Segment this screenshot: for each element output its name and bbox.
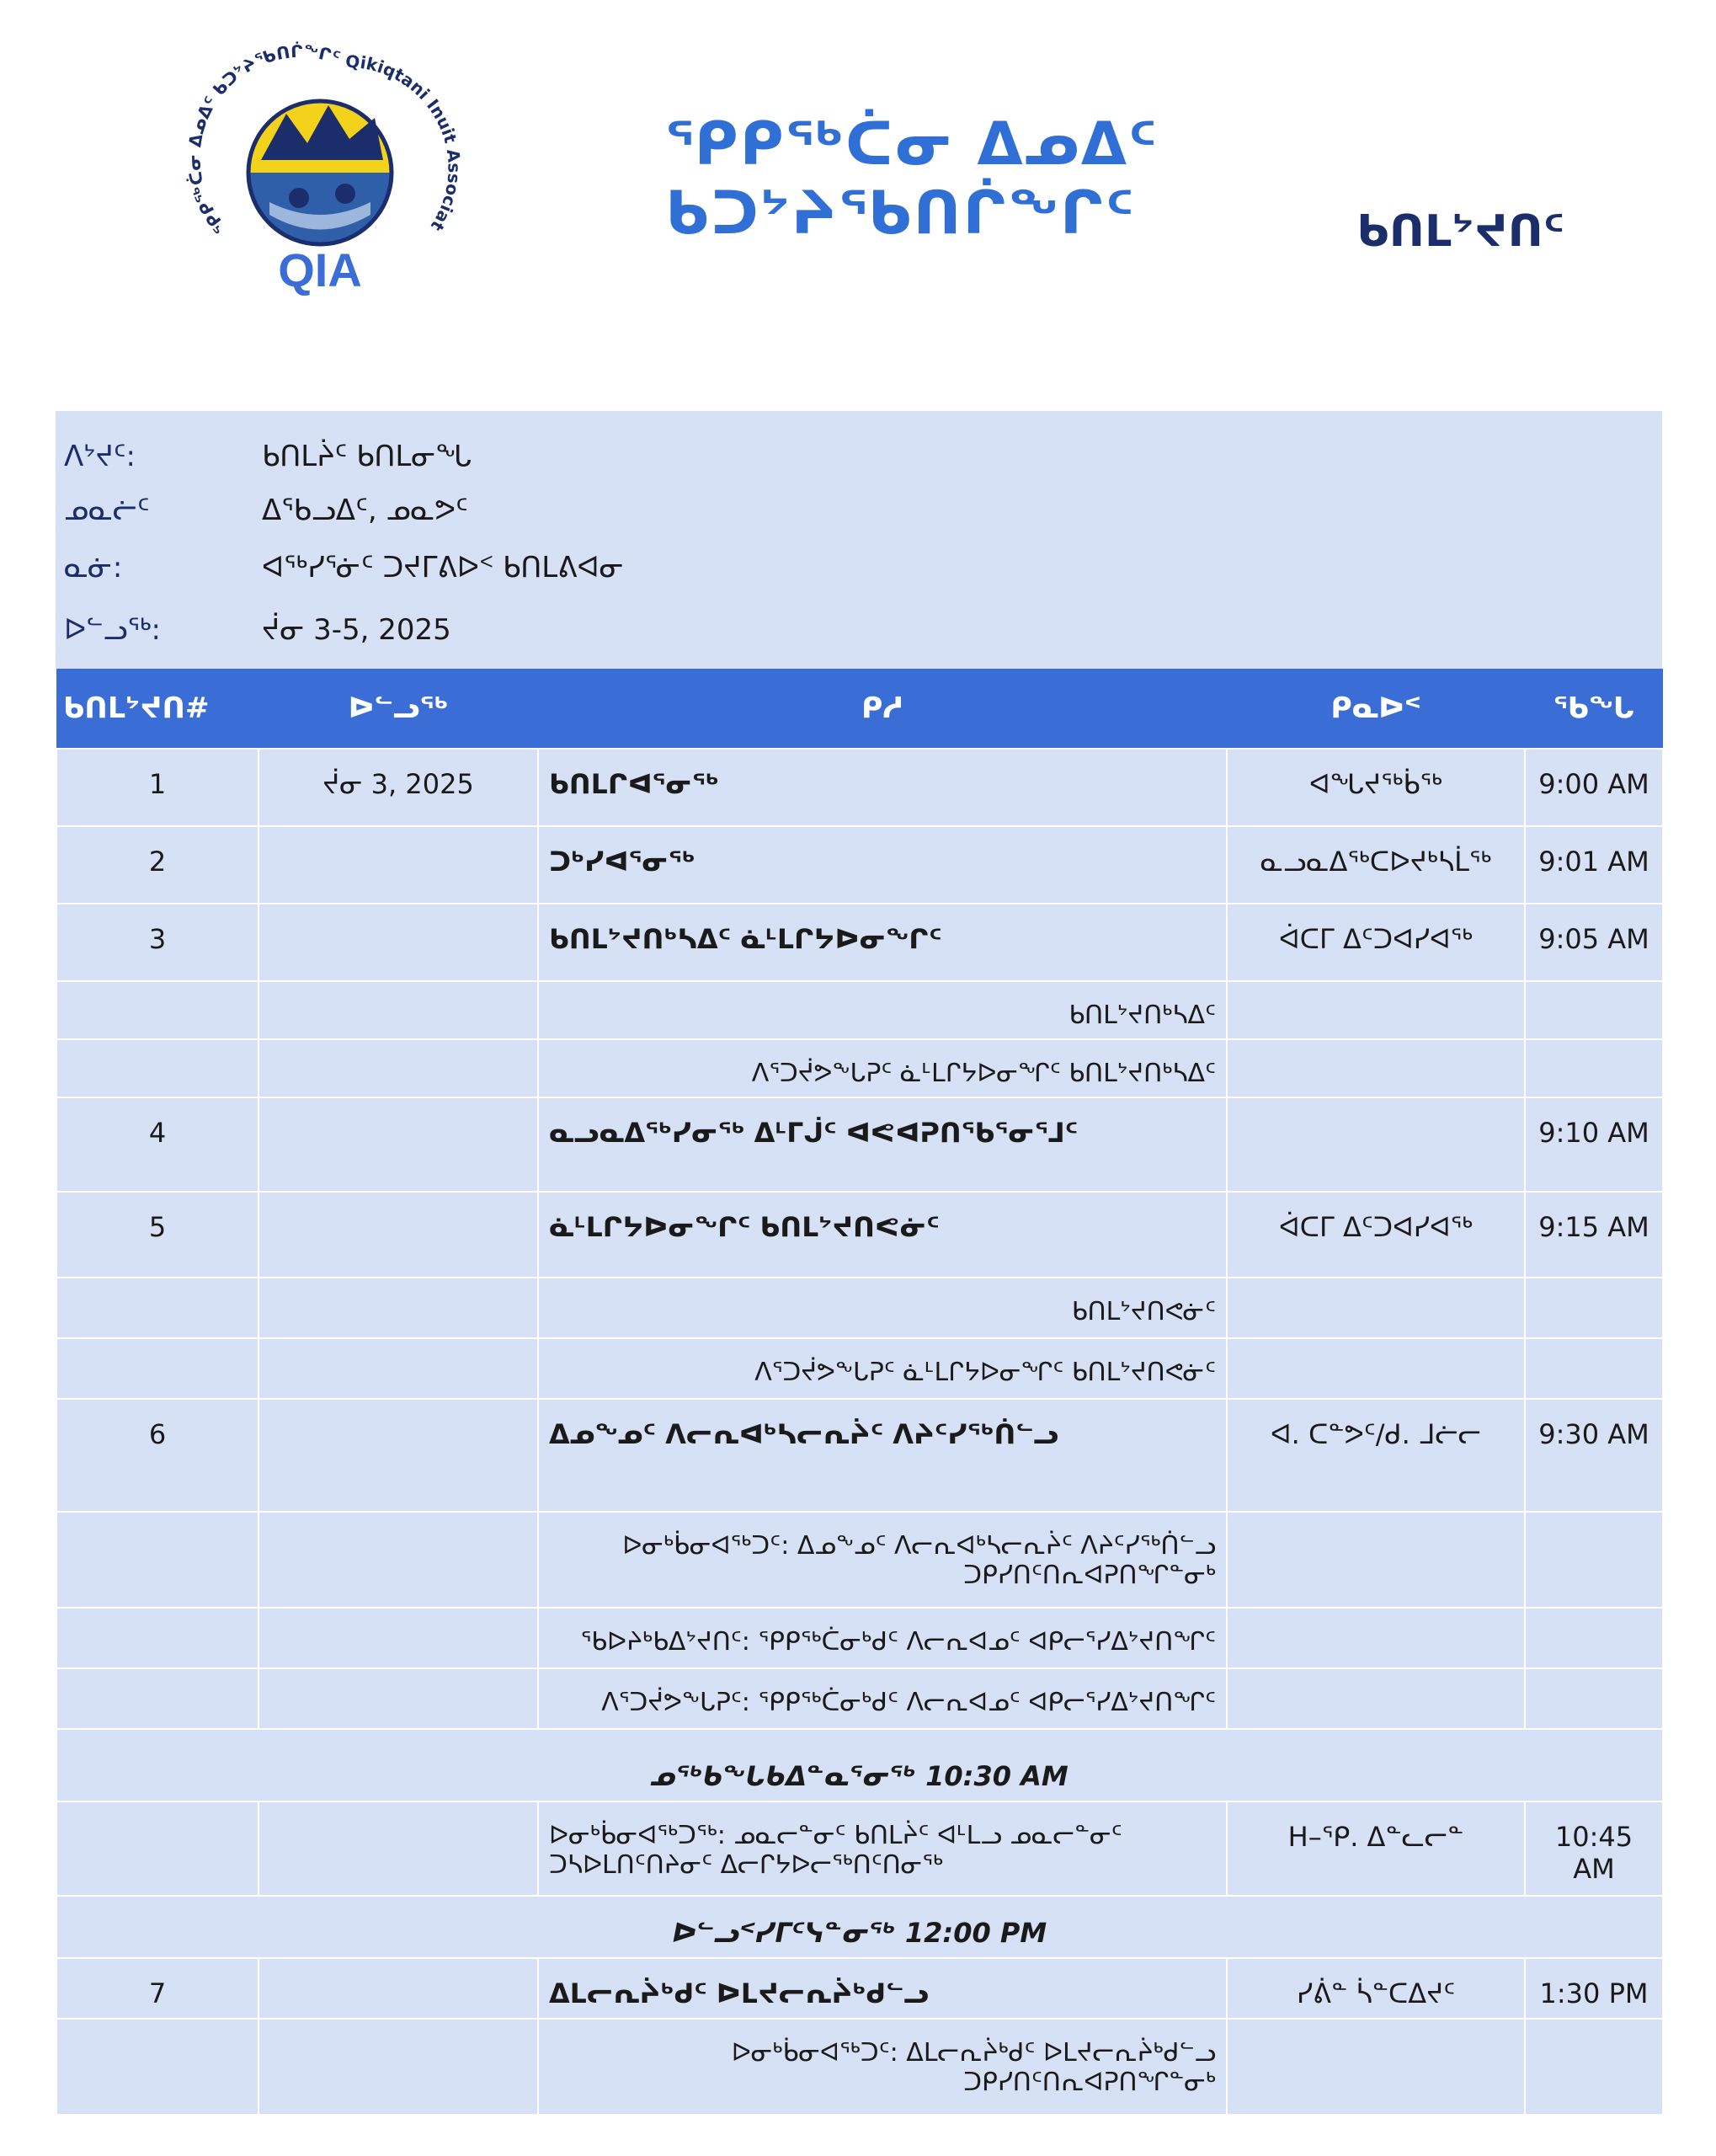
column-header-time: ᖃᖓ xyxy=(1525,669,1663,749)
info-key: ᐱᔾᔪᑦ: xyxy=(64,440,136,473)
table-row xyxy=(56,904,1663,981)
date-cell xyxy=(258,1278,538,1338)
break-label: ᓄᖅᑲᖓᑲᐃᓐᓇᕐᓂᖅ 10:30 AM xyxy=(56,1729,1663,1801)
date-cell xyxy=(258,1801,538,1896)
presenter-cell xyxy=(1227,2019,1525,2115)
date-cell xyxy=(258,1958,538,2019)
item-number-cell xyxy=(56,1338,258,1399)
org-title: ᕿᑭᖅᑖᓂ ᐃᓄᐃᑦ ᑲᑐᔾᔨᖃᑎᒌᖕᒋᑦ xyxy=(665,109,1159,248)
table-row xyxy=(56,826,1663,904)
presenter-cell xyxy=(1227,1512,1525,1608)
document-type: ᑲᑎᒪᔾᔪᑎᑦ xyxy=(1356,206,1564,257)
time-cell xyxy=(1525,1668,1663,1729)
info-value: ᐃᖃᓗᐃᑦ, ᓄᓇᕗᑦ xyxy=(262,494,468,527)
topic-cell: ᐅᓂᒃᑳᓂᐊᖅᑐᖅ: ᓄᓇᓕᓐᓂᑦ ᑲᑎᒪᔩᑦ ᐊᒻᒪᓗ ᓄᓇᓕᓐᓂᑦ ᑐᓴᐅᒪᑎᑦᑎᔨᓂᑦ ᐃᓕᒋᔭᐅᓕᖅᑎᑦᑎᓂᖅ xyxy=(538,1801,1227,1896)
table-row xyxy=(56,1192,1663,1278)
time-cell xyxy=(1525,1039,1663,1097)
table-row xyxy=(56,2019,1663,2115)
presenter-cell: ᐊᖓᔪᖅᑳᖅ xyxy=(1227,749,1525,826)
table-row xyxy=(56,1608,1663,1668)
topic-cell: ᐱᕐᑐᔫᕗᖕᒐᕈᑦ ᓈᒻᒪᒋᔭᐅᓂᖏᑦ ᑲᑎᒪᔾᔪᑎᒃᓴᐃᑦ xyxy=(538,1039,1227,1097)
date-cell xyxy=(258,1399,538,1512)
presenter-cell xyxy=(1227,1608,1525,1668)
date-cell xyxy=(258,1608,538,1668)
time-cell: 9:10 AM xyxy=(1525,1097,1663,1192)
column-header-presenter: ᑭᓇᐅᑉ xyxy=(1227,669,1525,749)
presenter-cell: ᐊ. ᑕᓐᕗᑦ/ᑯ. ᒧᓖᓕ xyxy=(1227,1399,1525,1512)
time-cell: 9:00 AM xyxy=(1525,749,1663,826)
break-label: ᐅᓪᓗᑉᓯᒥᑦᓭᓐᓂᖅ 12:00 PM xyxy=(56,1896,1663,1958)
topic-cell: ᖃᐅᔨᒃᑲᐃᔾᔪᑎᑦ: ᕿᑭᖅᑖᓂᒃᑯᑦ ᐱᓕᕆᐊᓄᑦ ᐊᑭᓕᕐᓯᐃᔾᔪᑎᖏᑦ xyxy=(538,1608,1227,1668)
presenter-cell xyxy=(1227,981,1525,1039)
table-row xyxy=(56,749,1663,826)
info-key: ᓇᓃ: xyxy=(64,551,123,584)
presenter-cell xyxy=(1227,1338,1525,1399)
topic-cell: ᐅᓂᒃᑳᓂᐊᖅᑐᑦ: ᐃᓄᖕᓄᑦ ᐱᓕᕆᐊᒃᓴᓕᕆᔩᑦ ᐱᔨᑦᓯᖅᑏᓪᓗ ᑐᑭᓯᑎᑦᑎᕆᐊᕈᑎᖏᓐᓂᒃ xyxy=(538,1512,1227,1608)
topic-cell: ᑲᑎᒪᔾᔪᑎᕙᓃᑦ xyxy=(538,1278,1227,1338)
presenter-cell: ᓯᕖᓐ ᓵᓐᑕᐃᔪᑦ xyxy=(1227,1958,1525,2019)
time-cell xyxy=(1525,1278,1663,1338)
table-row xyxy=(56,1399,1663,1512)
date-cell: ᔫᓂ 3, 2025 xyxy=(258,749,538,826)
item-number-cell: 5 xyxy=(56,1192,258,1278)
item-number-cell xyxy=(56,1668,258,1729)
info-value: ᑲᑎᒪᔩᑦ ᑲᑎᒪᓂᖓ xyxy=(262,440,472,473)
column-header-item-number: ᑲᑎᒪᔾᔪᑎ# xyxy=(56,669,258,749)
topic-cell: ᑲᑎᒪᔾᔪᑎᒃᓴᐃᑦ xyxy=(538,981,1227,1039)
info-row-subject xyxy=(56,428,1662,478)
topic-cell: ᐱᕐᑐᔫᕗᖕᒐᕈᑦ ᓈᒻᒪᒋᔭᐅᓂᖏᑦ ᑲᑎᒪᔾᔪᑎᕙᓃᑦ xyxy=(538,1338,1227,1399)
table-row xyxy=(56,1278,1663,1338)
item-number-cell xyxy=(56,1039,258,1097)
table-row xyxy=(56,1668,1663,1729)
date-cell xyxy=(258,904,538,981)
item-number-cell: 1 xyxy=(56,749,258,826)
info-key: ᐅᓪᓗᖅ: xyxy=(64,613,162,647)
item-number-cell xyxy=(56,1801,258,1896)
logo-qia-text: QIA xyxy=(278,243,362,296)
table-row xyxy=(56,981,1663,1039)
time-cell xyxy=(1525,1338,1663,1399)
topic-cell: ᓇᓗᓇᐃᖅᓯᓂᖅ ᐃᒻᒥᒎᑦ ᐊᕙᐊᕈᑎᖃᕐᓂᕐᒧᑦ xyxy=(538,1097,1227,1192)
item-number-cell: 7 xyxy=(56,1958,258,2019)
topic-cell: ᐃᓄᖕᓄᑦ ᐱᓕᕆᐊᒃᓴᓕᕆᔩᑦ ᐱᔨᑦᓯᖅᑏᓪᓗ xyxy=(538,1399,1227,1512)
agenda-table xyxy=(56,669,1662,2116)
time-cell: 10:45 AM xyxy=(1525,1801,1663,1896)
date-cell xyxy=(258,1338,538,1399)
item-number-cell xyxy=(56,981,258,1039)
table-header-row xyxy=(56,669,1663,749)
item-number-cell xyxy=(56,1512,258,1608)
logo-arc-right-text: Qikiqtani Inuit Associat xyxy=(344,51,463,235)
topic-cell: ᐱᕐᑐᔫᕗᖕᒐᕈᑦ: ᕿᑭᖅᑖᓂᒃᑯᑦ ᐱᓕᕆᐊᓄᑦ ᐊᑭᓕᕐᓯᐃᔾᔪᑎᖏᑦ xyxy=(538,1668,1227,1729)
agenda-body xyxy=(56,749,1663,2115)
time-cell xyxy=(1525,981,1663,1039)
info-row-location xyxy=(56,539,1662,590)
break-row xyxy=(56,1896,1663,1958)
time-cell: 9:15 AM xyxy=(1525,1192,1663,1278)
logo-arc-left-text: ᕿᑭᖅᑖᓂ ᐃᓄᐃᑦ ᑲᑐᔾᔨᖃᑎᒌᖕᒋᑦ xyxy=(184,40,344,237)
info-row-community xyxy=(56,482,1662,532)
date-cell xyxy=(258,1512,538,1608)
date-cell xyxy=(258,1668,538,1729)
table-row xyxy=(56,1097,1663,1192)
date-cell xyxy=(258,1097,538,1192)
item-number-cell: 3 xyxy=(56,904,258,981)
time-cell: 9:01 AM xyxy=(1525,826,1663,904)
item-number-cell: 2 xyxy=(56,826,258,904)
date-cell xyxy=(258,1039,538,1097)
table-row xyxy=(56,1512,1663,1608)
presenter-cell: ᐋᑕᒥ ᐃᑦᑐᐊᓯᐊᖅ xyxy=(1227,904,1525,981)
presenter-cell: ᕼ–ᕿ. ᐃᓐᓚᓕᓐ xyxy=(1227,1801,1525,1896)
info-value: ᐊᖅᓯᕐᓃᑦ ᑐᔪᒥᕕᐅᑉ ᑲᑎᒪᕕᐊᓂ xyxy=(262,551,624,584)
time-cell: 1:30 PM xyxy=(1525,1958,1663,2019)
info-key: ᓄᓇᓖᑦ xyxy=(64,494,150,527)
time-cell xyxy=(1525,1608,1663,1668)
item-number-cell xyxy=(56,1278,258,1338)
column-header-date: ᐅᓪᓗᖅ xyxy=(258,669,538,749)
time-cell xyxy=(1525,2019,1663,2115)
date-cell xyxy=(258,826,538,904)
item-number-cell xyxy=(56,2019,258,2115)
qia-logo xyxy=(177,34,463,303)
item-number-cell: 4 xyxy=(56,1097,258,1192)
time-cell xyxy=(1525,1512,1663,1608)
topic-cell: ᑲᑎᒪᒋᐊᕐᓂᖅ xyxy=(538,749,1227,826)
topic-cell: ᐅᓂᒃᑳᓂᐊᖅᑐᑦ: ᐃᒪᓕᕆᔩᒃᑯᑦ ᐅᒪᔪᓕᕆᔩᒃᑯᓪᓗ ᑐᑭᓯᑎᑦᑎᕆᐊᕈᑎᖏᓐᓂᒃ xyxy=(538,2019,1227,2115)
date-cell xyxy=(258,2019,538,2115)
presenter-cell: ᓇᓗᓇᐃᖅᑕᐅᔪᒃᓴᒫᖅ xyxy=(1227,826,1525,904)
table-row xyxy=(56,1338,1663,1399)
item-number-cell xyxy=(56,1608,258,1668)
break-row xyxy=(56,1729,1663,1801)
topic-cell: ᐃᒪᓕᕆᔩᒃᑯᑦ ᐅᒪᔪᓕᕆᔩᒃᑯᓪᓗ xyxy=(538,1958,1227,2019)
info-value: ᔫᓂ 3-5, 2025 xyxy=(262,613,451,647)
item-number-cell: 6 xyxy=(56,1399,258,1512)
presenter-cell xyxy=(1227,1097,1525,1192)
table-row xyxy=(56,1801,1663,1896)
presenter-cell xyxy=(1227,1039,1525,1097)
presenter-cell xyxy=(1227,1278,1525,1338)
time-cell: 9:05 AM xyxy=(1525,904,1663,981)
presenter-cell xyxy=(1227,1668,1525,1729)
time-cell: 9:30 AM xyxy=(1525,1399,1663,1512)
topic-cell: ᑲᑎᒪᔾᔪᑎᒃᓴᐃᑦ ᓈᒻᒪᒋᔭᐅᓂᖏᑦ xyxy=(538,904,1227,981)
column-header-topic: ᑭᓱ xyxy=(538,669,1227,749)
table-row xyxy=(56,1039,1663,1097)
topic-cell: ᑐᒃᓯᐊᕐᓂᖅ xyxy=(538,826,1227,904)
date-cell xyxy=(258,981,538,1039)
info-row-date xyxy=(56,601,1662,652)
date-cell xyxy=(258,1192,538,1278)
table-row xyxy=(56,1958,1663,2019)
topic-cell: ᓈᒻᒪᒋᔭᐅᓂᖏᑦ ᑲᑎᒪᔾᔪᑎᕙᓃᑦ xyxy=(538,1192,1227,1278)
presenter-cell: ᐋᑕᒥ ᐃᑦᑐᐊᓯᐊᖅ xyxy=(1227,1192,1525,1278)
meeting-info xyxy=(56,411,1662,669)
